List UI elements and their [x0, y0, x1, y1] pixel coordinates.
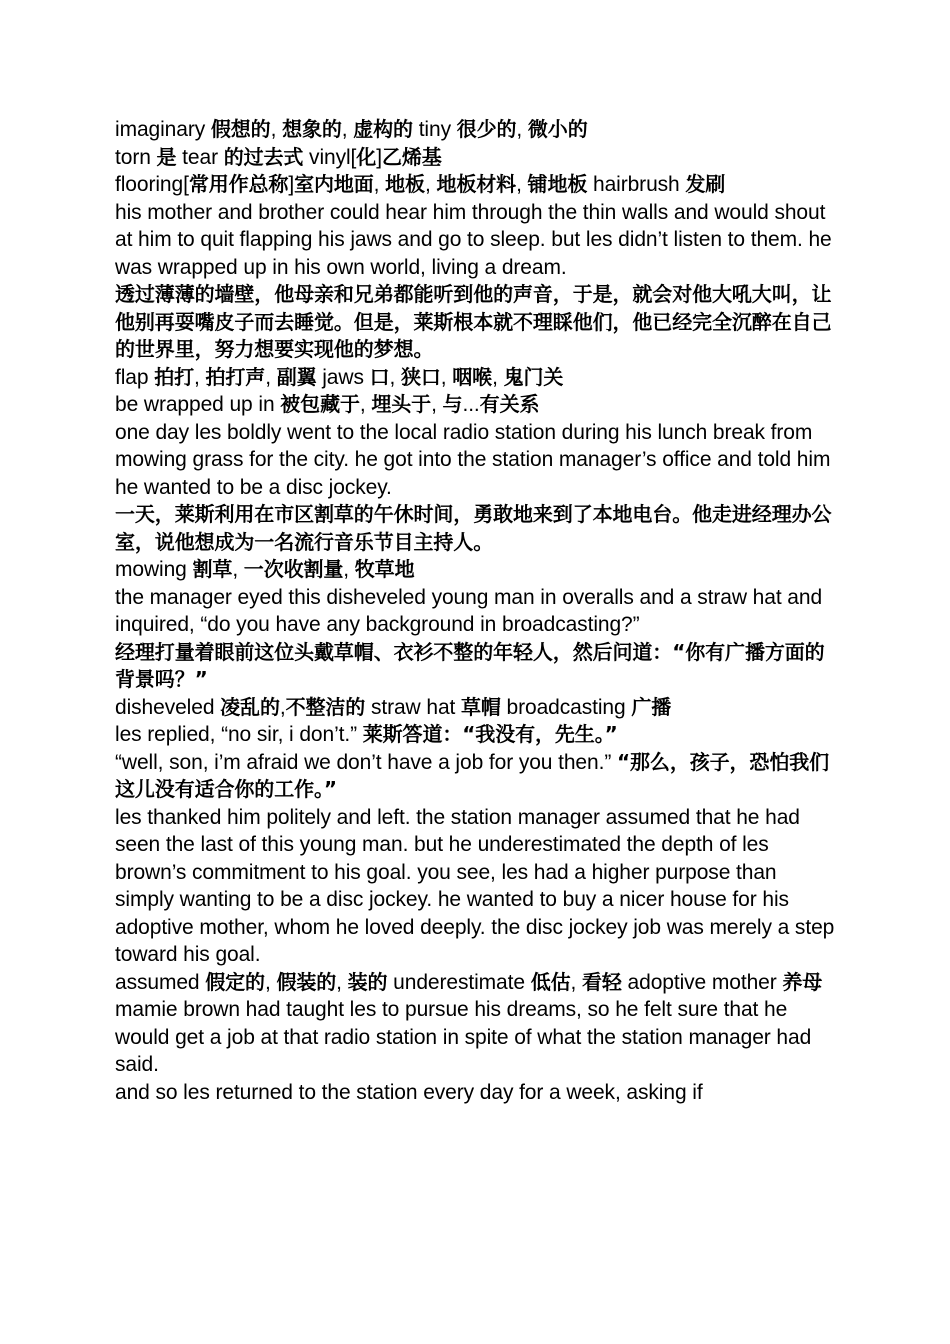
english-text: ,: [194, 365, 206, 389]
english-text: vinyl[: [303, 145, 357, 169]
text-line: [115, 281, 840, 364]
chinese-text: 有关系: [479, 392, 540, 416]
text-line: [115, 199, 840, 282]
text-line: [115, 969, 840, 997]
chinese-text: 牧草地: [354, 557, 415, 581]
chinese-text: 假定的: [205, 969, 265, 994]
english-text: jaws: [316, 365, 370, 389]
english-text: flap: [115, 365, 155, 389]
english-text: ,: [389, 365, 401, 389]
chinese-text: 假想的: [210, 117, 271, 141]
text-line: [115, 391, 840, 419]
text-line: [115, 116, 840, 144]
english-text: ,: [343, 558, 355, 581]
chinese-text: 发刷: [685, 172, 726, 196]
chinese-text: 与: [442, 392, 463, 416]
chinese-text: 低估: [530, 969, 571, 994]
text-line: [115, 419, 840, 502]
chinese-text: 广播: [631, 694, 672, 719]
text-line: [115, 556, 840, 584]
chinese-text: 养母: [782, 969, 823, 994]
english-text: tiny: [412, 118, 457, 141]
english-text: assumed: [115, 970, 206, 994]
english-text: one day les boldly went to the local radio station during his lunch break from mowing grass for the city. he got into the station manager’s office and told him he wanted to be a disc jockey.: [115, 420, 831, 499]
chinese-text: 很少的: [456, 117, 517, 141]
text-line: [115, 584, 840, 639]
text-line: [115, 639, 840, 694]
english-text: tear: [176, 145, 224, 169]
english-text: ,: [265, 365, 277, 389]
english-text: adoptive mother: [621, 970, 783, 994]
english-text: ,: [440, 365, 453, 389]
english-text: ]: [376, 145, 382, 169]
chinese-text: 想象的: [282, 117, 342, 141]
english-text: ,: [279, 695, 286, 719]
chinese-text: 装的: [347, 969, 388, 994]
chinese-text: 地板材料: [436, 172, 517, 196]
english-text: ,: [232, 558, 244, 581]
text-line: [115, 694, 840, 722]
chinese-text: 室内地面: [294, 172, 374, 196]
chinese-text: 埋头于: [371, 392, 432, 416]
chinese-text: 拍打: [154, 364, 195, 389]
english-text: his mother and brother could hear him through the thin walls and would shout at him to quit flapping his jaws and go to sleep. but les didn’t listen to them. he was wrapped up in his own world, living a dream.: [115, 200, 832, 279]
text-line: [115, 721, 840, 749]
chinese-text: 是: [156, 144, 177, 169]
chinese-text: 常用作总称: [188, 172, 289, 196]
chinese-text: 副翼: [276, 364, 317, 389]
english-text: underestimate: [387, 970, 531, 994]
chinese-text: 看轻: [581, 969, 622, 994]
english-text: be wrapped up in: [115, 393, 281, 416]
chinese-text: 拍打声: [205, 364, 266, 389]
chinese-text: 的过去式: [223, 144, 304, 169]
chinese-text: 草帽: [461, 694, 501, 719]
text-line: [115, 749, 840, 804]
english-text: ,: [516, 118, 528, 141]
chinese-text: 一天，莱斯利用在市区割草的午休时间，勇敢地来到了本地电台。他走进经理办公室，说他想成为一名流行音乐节目主持人。: [115, 502, 832, 554]
chinese-text: 虚构的: [353, 117, 413, 141]
chinese-text: 口: [369, 364, 390, 389]
english-text: mamie brown had taught les to pursue his dreams, so he felt sure that he would get a job at that radio station in spite of what the station manager had said.: [115, 998, 812, 1076]
english-text: ,: [424, 173, 437, 196]
text-line: [115, 364, 840, 392]
chinese-text: 微小的: [527, 117, 588, 141]
chinese-text: 凌乱的: [220, 694, 280, 719]
english-text: ,: [341, 118, 354, 141]
english-text: ,: [570, 970, 582, 994]
english-text: disheveled: [115, 695, 221, 719]
english-text: mowing: [115, 558, 193, 581]
text-line: [115, 171, 840, 199]
english-text: “well, son, i’m afraid we don’t have a job for you then.”: [115, 750, 617, 774]
english-text: and so les returned to the station every day for a week, asking if: [115, 1080, 703, 1104]
text-line: [115, 1079, 840, 1107]
chinese-text: 咽喉: [452, 364, 493, 389]
english-text: flooring[: [115, 173, 189, 196]
chinese-text: “那么，孩子，恐怕我们这儿没有适合你的工作。”: [115, 749, 830, 801]
chinese-text: 狭口: [400, 364, 441, 389]
english-text: ,: [359, 393, 372, 416]
chinese-text: 乙烯基: [381, 144, 442, 169]
chinese-text: 鬼门关: [503, 364, 564, 389]
chinese-text: 割草: [192, 557, 233, 581]
chinese-text: 经理打量着眼前这位头戴草帽、衣衫不整的年轻人，然后问道：“你有广播方面的背景吗？”: [115, 639, 825, 691]
chinese-text: 莱斯答道：“我没有，先生。”: [362, 722, 618, 746]
text-line: [115, 996, 840, 1079]
chinese-text: 被包藏于: [280, 392, 360, 416]
english-text: ]: [288, 173, 295, 196]
english-text: ,: [516, 173, 528, 196]
chinese-text: 铺地板: [527, 172, 588, 196]
chinese-text: 不整洁的: [285, 694, 366, 719]
chinese-text: 透过薄薄的墙壁，他母亲和兄弟都能听到他的声音，于是，就会对他大吼大叫，让他别再耍嘴皮子而去睡觉。但是，莱斯根本就不理睬他们，他已经完全沉醉在自己的世界里，努力想要实现他的梦想。: [115, 282, 832, 361]
english-text: torn: [115, 145, 157, 169]
english-text: ,: [264, 970, 277, 994]
english-text: ,: [431, 393, 443, 416]
english-text: imaginary: [115, 118, 211, 141]
english-text: ,: [492, 365, 504, 389]
english-text: ,: [373, 173, 386, 196]
english-text: les thanked him politely and left. the station manager assumed that he had seen the last of this young man. but he underestimated the depth of les brown’s commitment to his goal. you see, les had a higher purpose than simply wanting to be a disc jockey. he wanted to buy a nicer house for his adoptive mother, whom he loved deeply. the disc jockey job was merely a step toward his goal.: [115, 805, 835, 966]
chinese-text: 地板: [385, 172, 425, 196]
english-text: straw hat: [365, 695, 461, 719]
english-text: les replied, “no sir, i don’t.”: [115, 723, 363, 746]
text-line: [115, 501, 840, 556]
document-body: [115, 116, 840, 1106]
english-text: the manager eyed this disheveled young man in overalls and a straw hat and inquired, “do you have any background in broadcasting?”: [115, 585, 823, 636]
chinese-text: 一次收割量: [243, 557, 344, 581]
chinese-text: 假装的: [276, 969, 337, 994]
english-text: ...: [462, 393, 480, 416]
chinese-text: 化: [356, 144, 377, 169]
text-line: [115, 804, 840, 969]
english-text: ,: [270, 118, 283, 141]
english-text: broadcasting: [500, 695, 632, 719]
english-text: hairbrush: [587, 173, 686, 196]
english-text: ,: [336, 970, 348, 994]
text-line: [115, 144, 840, 172]
